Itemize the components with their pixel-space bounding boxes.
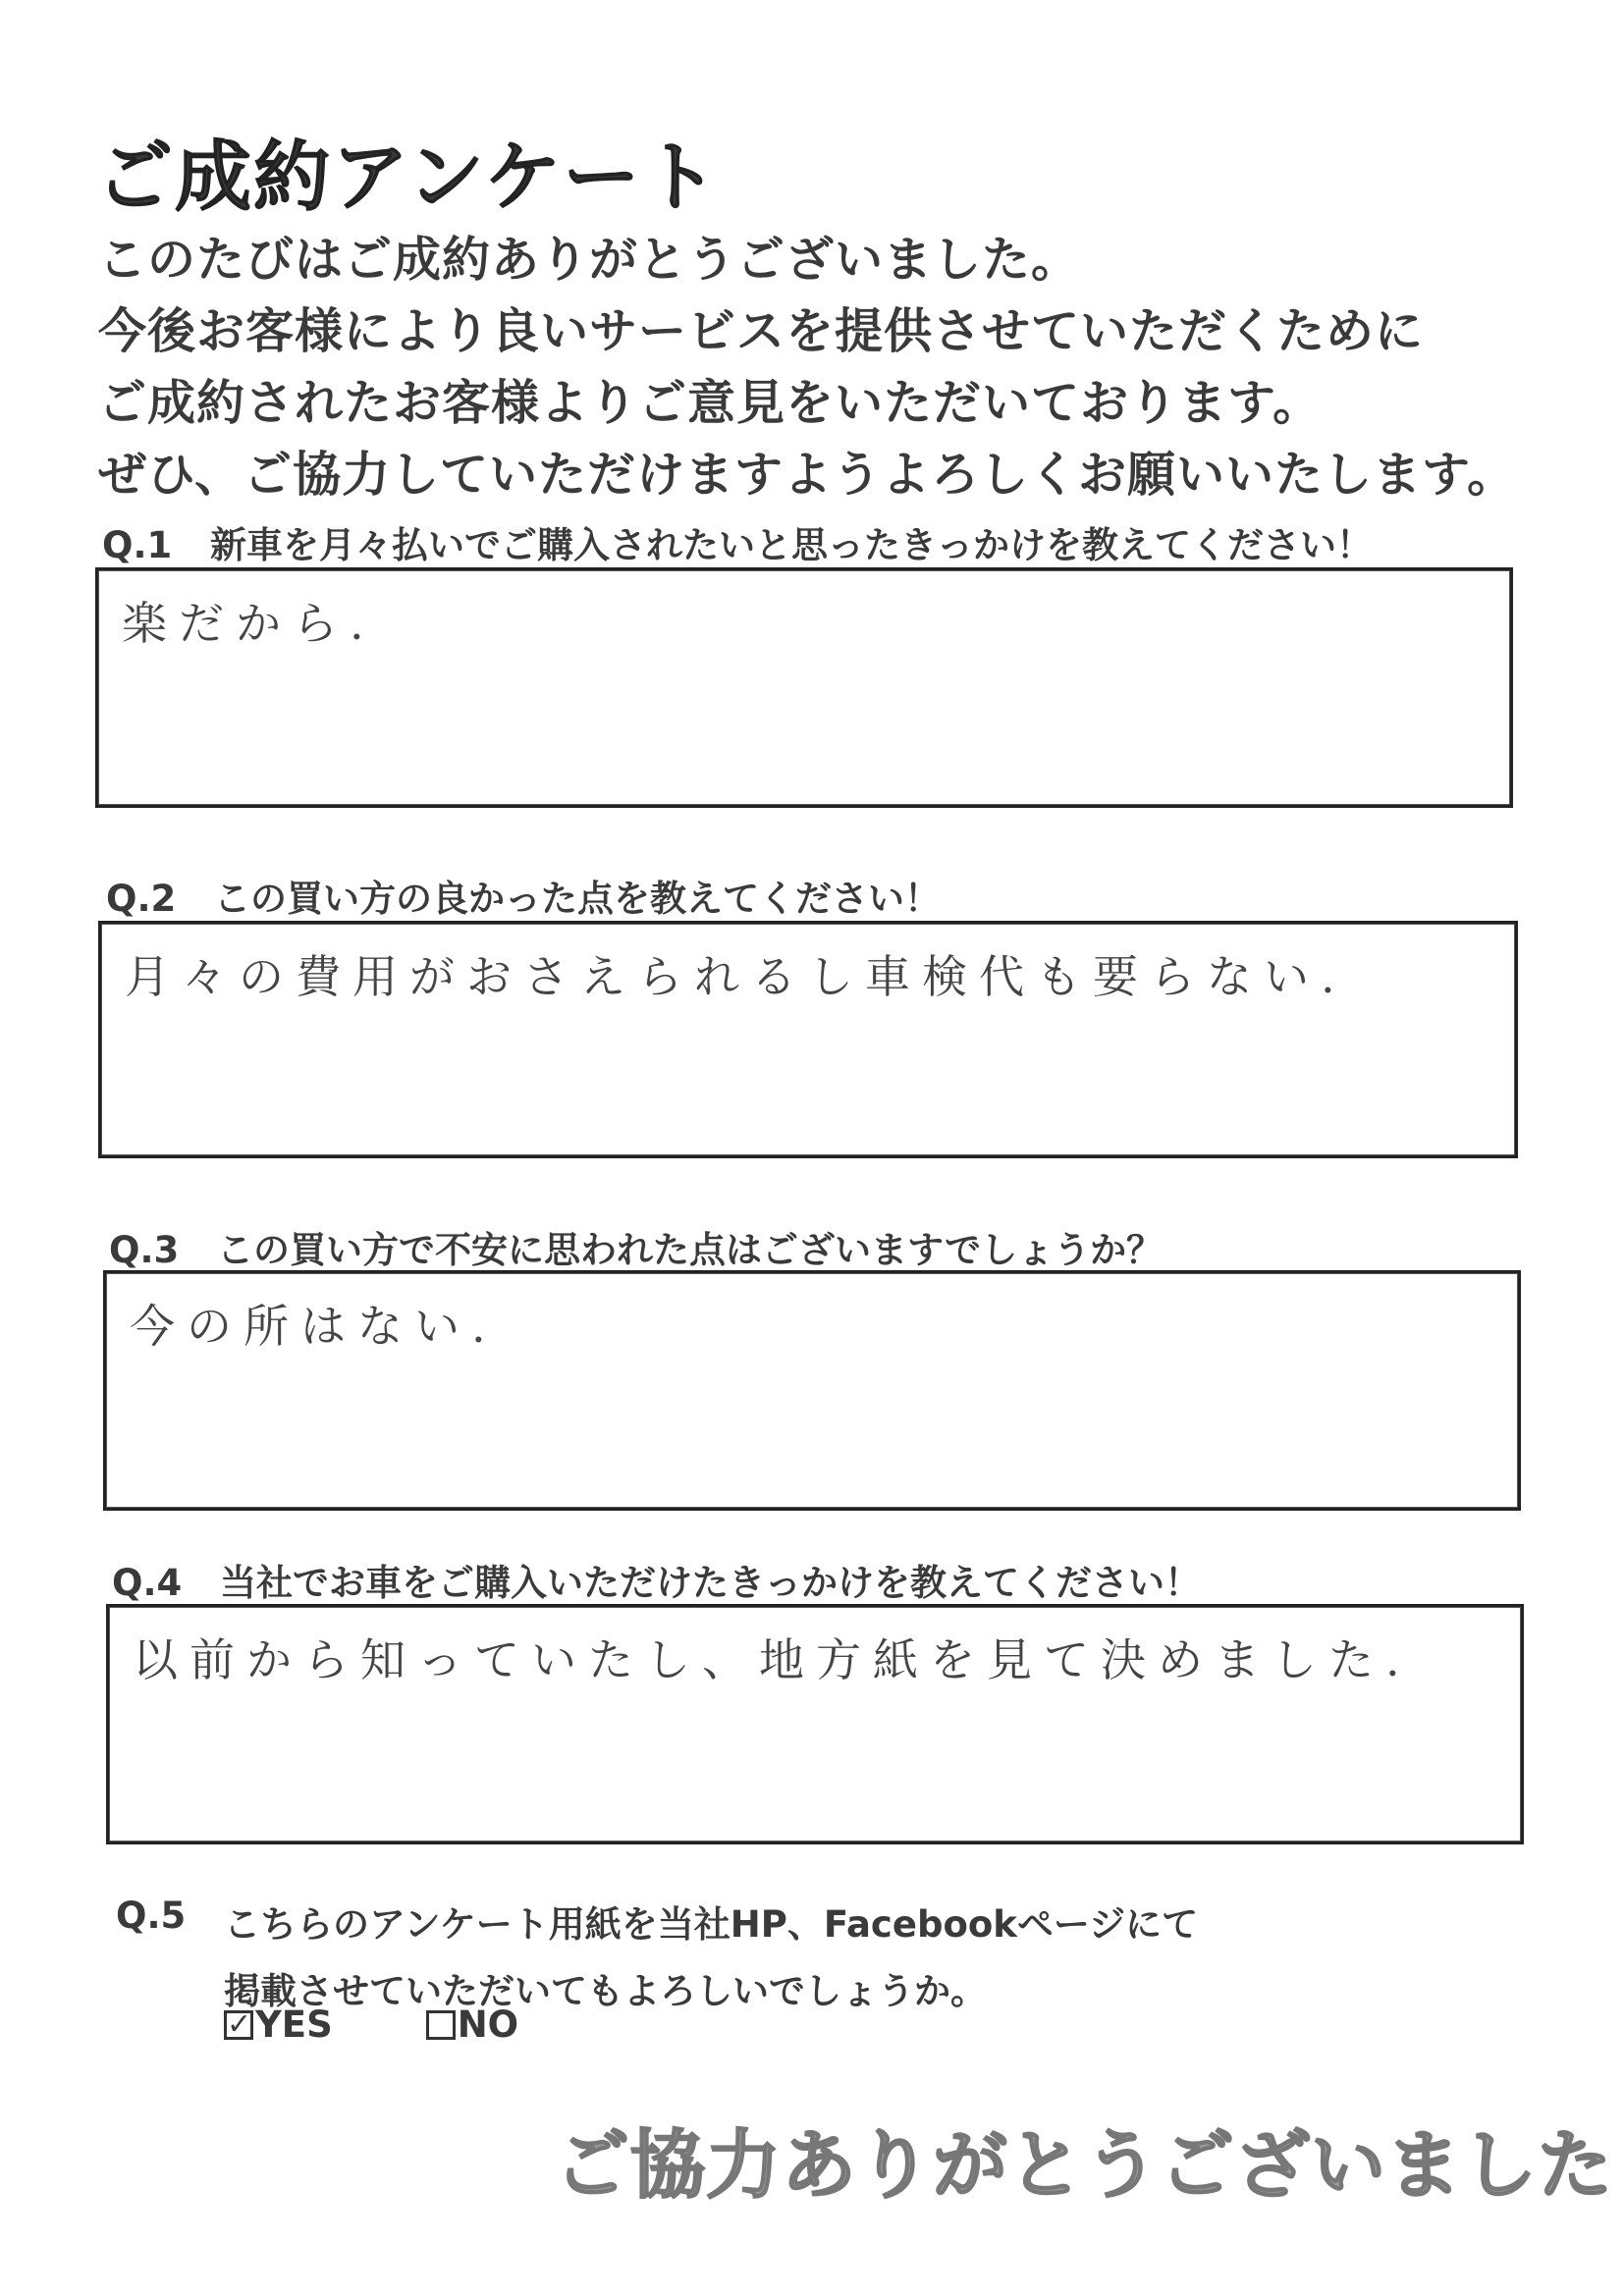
answer-box-3[interactable] xyxy=(103,1270,1521,1511)
answer-box-2[interactable] xyxy=(98,921,1518,1158)
check-mark-icon: ✓ xyxy=(227,2006,252,2042)
question-number: Q.3 xyxy=(109,1229,180,1271)
question-3 xyxy=(109,1220,1163,1273)
question-4 xyxy=(112,1553,1201,1606)
answer-box-4[interactable] xyxy=(106,1604,1524,1844)
question-text: 新車を月々払いでご購入されたいと思ったきっかけを教えてください！ xyxy=(210,524,1373,566)
question-number: Q.2 xyxy=(106,878,177,920)
intro-text xyxy=(98,224,1551,510)
question-number: Q.1 xyxy=(102,524,173,566)
question-2 xyxy=(106,869,941,922)
thank-you-footer: ご協力ありがとうございました xyxy=(555,2121,1613,2209)
question-5 xyxy=(116,1895,1198,2014)
answer-text: 以前から知っていたし、地方紙を見て決めました. xyxy=(133,1633,1412,1686)
intro-line: このたびはご成約ありがとうございました。 xyxy=(98,232,1081,288)
answer-text: 今の所はない. xyxy=(130,1300,498,1353)
answer-text: 楽だから. xyxy=(122,597,376,650)
publish-consent-choices xyxy=(224,2003,612,2046)
yes-checkbox[interactable] xyxy=(224,2006,253,2042)
question-text: 当社でお車をご購入いただけたきっかけを教えてください！ xyxy=(220,1562,1201,1604)
yes-option[interactable] xyxy=(224,2003,333,2046)
question-text-line2: 掲載させていただいてもよろしいでしょうか。 xyxy=(224,1970,987,2012)
intro-line: 今後お客様により良いサービスを提供させていただくために xyxy=(98,303,1425,359)
question-1 xyxy=(102,515,1373,568)
intro-line: ぜひ、ご協力していただけますようよろしくお願いいたします。 xyxy=(98,447,1517,503)
no-checkbox[interactable] xyxy=(426,2010,456,2040)
no-option[interactable] xyxy=(426,2003,518,2046)
intro-line: ご成約されたお客様よりご意見をいただいております。 xyxy=(98,375,1323,431)
yes-label: YES xyxy=(255,2003,333,2046)
question-text-line1: こちらのアンケート用紙を当社HP、Facebookページにて xyxy=(224,1903,1199,1946)
answer-text: 月々の費用がおさえられるし車検代も要らない. xyxy=(125,950,1347,1003)
question-text: この買い方で不安に思われた点はございますでしょうか？ xyxy=(217,1229,1164,1271)
answer-box-1[interactable] xyxy=(95,567,1513,808)
survey-title: ご成約アンケート xyxy=(96,133,721,222)
question-text: この買い方の良かった点を教えてください！ xyxy=(214,878,941,920)
no-label: NO xyxy=(457,2003,519,2046)
question-number: Q.5 xyxy=(116,1895,187,1937)
question-number: Q.4 xyxy=(112,1562,183,1604)
